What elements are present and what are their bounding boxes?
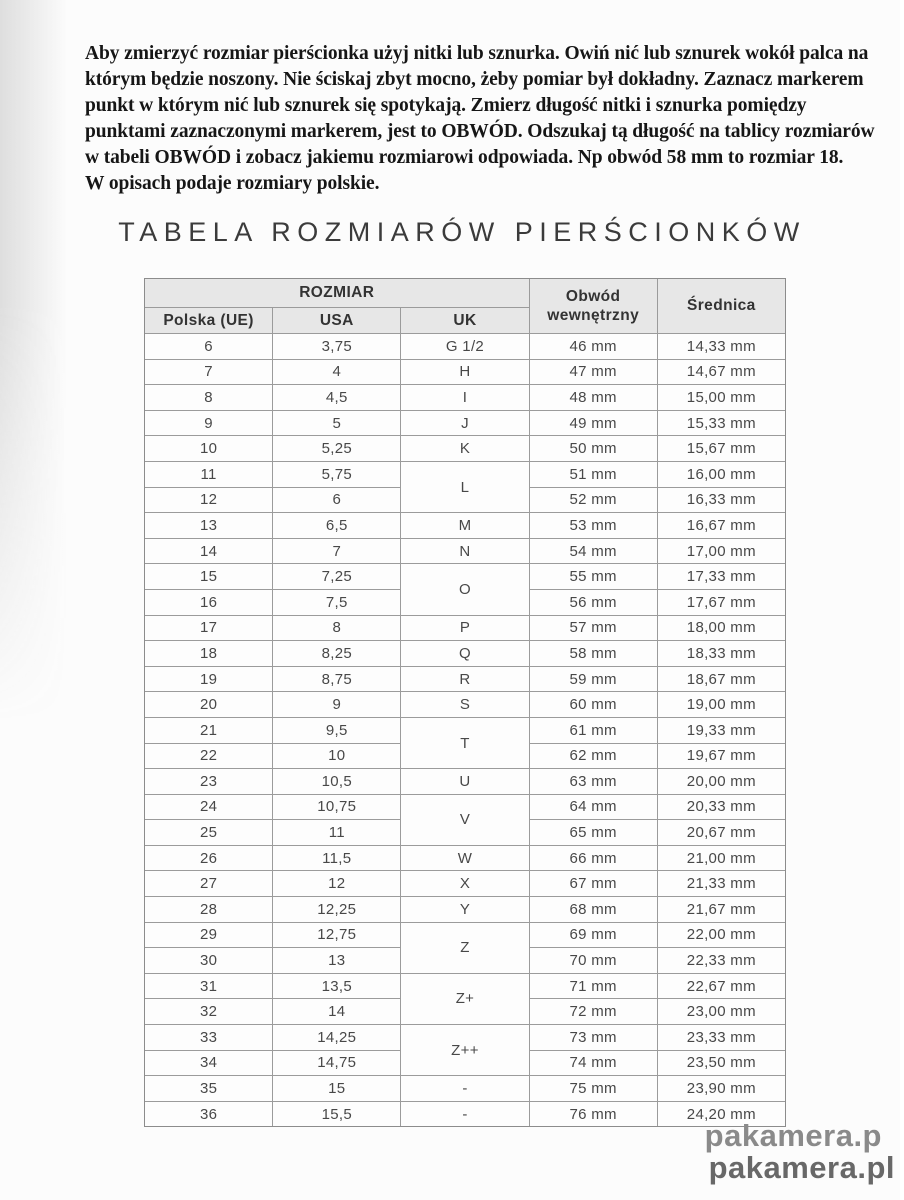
cell-polska: 14: [145, 538, 273, 564]
table-row: [145, 973, 786, 999]
cell-uk: Z+: [401, 973, 529, 1024]
cell-obwod: 50 mm: [529, 436, 657, 462]
cell-uk: G 1/2: [401, 334, 529, 360]
intro-line: punkt w którym nić lub sznurek się spotykają. Zmierz długość nitki i sznurka pomiędzy: [85, 95, 807, 116]
cell-usa: 4,5: [273, 385, 401, 411]
table-row: [145, 615, 786, 641]
cell-srednica: 21,00 mm: [657, 845, 785, 871]
cell-obwod: 71 mm: [529, 973, 657, 999]
cell-uk: N: [401, 538, 529, 564]
cell-obwod: 68 mm: [529, 897, 657, 923]
cell-obwod: 46 mm: [529, 334, 657, 360]
cell-polska: 26: [145, 845, 273, 871]
cell-usa: 13,5: [273, 973, 401, 999]
cell-srednica: 22,33 mm: [657, 948, 785, 974]
cell-uk: -: [401, 1101, 529, 1127]
cell-uk: J: [401, 410, 529, 436]
cell-polska: 27: [145, 871, 273, 897]
cell-uk: X: [401, 871, 529, 897]
cell-polska: 7: [145, 359, 273, 385]
scan-edge-shade: [0, 0, 80, 760]
cell-usa: 9,5: [273, 717, 401, 743]
header-srednica: Średnica: [657, 279, 785, 334]
table-row: [145, 1076, 786, 1102]
cell-obwod: 63 mm: [529, 769, 657, 795]
cell-polska: 18: [145, 641, 273, 667]
watermark: pakamera.pl: [708, 1150, 895, 1185]
cell-polska: 10: [145, 436, 273, 462]
cell-srednica: 16,00 mm: [657, 461, 785, 487]
cell-obwod: 60 mm: [529, 692, 657, 718]
cell-srednica: 17,67 mm: [657, 589, 785, 615]
cell-polska: 13: [145, 513, 273, 539]
cell-obwod: 70 mm: [529, 948, 657, 974]
cell-obwod: 72 mm: [529, 999, 657, 1025]
cell-usa: 4: [273, 359, 401, 385]
cell-usa: 11: [273, 820, 401, 846]
cell-uk: Z: [401, 922, 529, 973]
cell-srednica: 23,33 mm: [657, 1025, 785, 1051]
cell-srednica: 24,20 mm: [657, 1101, 785, 1127]
cell-polska: 12: [145, 487, 273, 513]
cell-usa: 12,75: [273, 922, 401, 948]
cell-polska: 34: [145, 1050, 273, 1076]
cell-srednica: 16,67 mm: [657, 513, 785, 539]
cell-usa: 10,5: [273, 769, 401, 795]
cell-polska: 23: [145, 769, 273, 795]
cell-usa: 14,25: [273, 1025, 401, 1051]
cell-usa: 6: [273, 487, 401, 513]
cell-obwod: 67 mm: [529, 871, 657, 897]
cell-polska: 32: [145, 999, 273, 1025]
cell-polska: 8: [145, 385, 273, 411]
cell-uk: H: [401, 359, 529, 385]
cell-srednica: 17,00 mm: [657, 538, 785, 564]
cell-obwod: 75 mm: [529, 1076, 657, 1102]
cell-uk: R: [401, 666, 529, 692]
cell-uk: S: [401, 692, 529, 718]
cell-obwod: 64 mm: [529, 794, 657, 820]
header-group-row: [145, 279, 786, 308]
cell-obwod: 59 mm: [529, 666, 657, 692]
header-rozmiar-group: ROZMIAR: [145, 279, 530, 308]
cell-uk: K: [401, 436, 529, 462]
cell-srednica: 15,33 mm: [657, 410, 785, 436]
cell-polska: 17: [145, 615, 273, 641]
cell-usa: 11,5: [273, 845, 401, 871]
cell-uk: U: [401, 769, 529, 795]
cell-srednica: 14,33 mm: [657, 334, 785, 360]
cell-usa: 8,75: [273, 666, 401, 692]
cell-uk: Q: [401, 641, 529, 667]
cell-usa: 12: [273, 871, 401, 897]
cell-obwod: 51 mm: [529, 461, 657, 487]
cell-obwod: 76 mm: [529, 1101, 657, 1127]
cell-obwod: 49 mm: [529, 410, 657, 436]
cell-srednica: 20,33 mm: [657, 794, 785, 820]
cell-uk: Z++: [401, 1025, 529, 1076]
cell-srednica: 18,67 mm: [657, 666, 785, 692]
cell-usa: 10,75: [273, 794, 401, 820]
cell-usa: 9: [273, 692, 401, 718]
intro-line: którym będzie noszony. Nie ściskaj zbyt mocno, żeby pomiar był dokładny. Zaznacz markerem: [85, 69, 864, 90]
table-title: TABELA ROZMIARÓW PIERŚCIONKÓW: [118, 217, 806, 247]
cell-obwod: 58 mm: [529, 641, 657, 667]
table-row: [145, 385, 786, 411]
table-row: [145, 769, 786, 795]
cell-usa: 8: [273, 615, 401, 641]
cell-usa: 5,75: [273, 461, 401, 487]
cell-usa: 5: [273, 410, 401, 436]
cell-srednica: 15,00 mm: [657, 385, 785, 411]
intro-paragraph: [85, 41, 885, 197]
cell-srednica: 21,67 mm: [657, 897, 785, 923]
cell-obwod: 62 mm: [529, 743, 657, 769]
cell-usa: 7,25: [273, 564, 401, 590]
cell-uk: -: [401, 1076, 529, 1102]
cell-usa: 3,75: [273, 334, 401, 360]
cell-obwod: 69 mm: [529, 922, 657, 948]
table-row: [145, 334, 786, 360]
ring-size-table: [144, 278, 786, 1127]
cell-polska: 30: [145, 948, 273, 974]
cell-srednica: 23,50 mm: [657, 1050, 785, 1076]
cell-srednica: 21,33 mm: [657, 871, 785, 897]
table-row: [145, 564, 786, 590]
cell-usa: 6,5: [273, 513, 401, 539]
cell-uk: L: [401, 461, 529, 512]
cell-usa: 10: [273, 743, 401, 769]
header-polska: Polska (UE): [145, 308, 273, 334]
cell-obwod: 48 mm: [529, 385, 657, 411]
table-row: [145, 845, 786, 871]
table-row: [145, 922, 786, 948]
header-obwod: Obwód wewnętrzny: [529, 279, 657, 334]
table-row: [145, 410, 786, 436]
cell-obwod: 73 mm: [529, 1025, 657, 1051]
cell-srednica: 14,67 mm: [657, 359, 785, 385]
watermark-partial-text: pakamera.p: [704, 1118, 882, 1153]
cell-srednica: 18,00 mm: [657, 615, 785, 641]
cell-uk: I: [401, 385, 529, 411]
cell-srednica: 22,00 mm: [657, 922, 785, 948]
cell-obwod: 56 mm: [529, 589, 657, 615]
cell-polska: 20: [145, 692, 273, 718]
cell-obwod: 52 mm: [529, 487, 657, 513]
cell-obwod: 55 mm: [529, 564, 657, 590]
table-row: [145, 461, 786, 487]
cell-srednica: 23,90 mm: [657, 1076, 785, 1102]
cell-usa: 15: [273, 1076, 401, 1102]
cell-usa: 14: [273, 999, 401, 1025]
table-row: [145, 513, 786, 539]
header-uk: UK: [401, 308, 529, 334]
cell-uk: Y: [401, 897, 529, 923]
cell-srednica: 15,67 mm: [657, 436, 785, 462]
cell-polska: 36: [145, 1101, 273, 1127]
table-header: [145, 279, 786, 334]
cell-obwod: 74 mm: [529, 1050, 657, 1076]
table-row: [145, 717, 786, 743]
cell-polska: 24: [145, 794, 273, 820]
cell-usa: 8,25: [273, 641, 401, 667]
cell-usa: 15,5: [273, 1101, 401, 1127]
cell-usa: 7,5: [273, 589, 401, 615]
cell-srednica: 19,33 mm: [657, 717, 785, 743]
cell-uk: W: [401, 845, 529, 871]
cell-obwod: 54 mm: [529, 538, 657, 564]
table-row: [145, 359, 786, 385]
cell-srednica: 22,67 mm: [657, 973, 785, 999]
cell-usa: 5,25: [273, 436, 401, 462]
cell-srednica: 19,67 mm: [657, 743, 785, 769]
cell-uk: M: [401, 513, 529, 539]
cell-usa: 14,75: [273, 1050, 401, 1076]
cell-uk: V: [401, 794, 529, 845]
table-row: [145, 692, 786, 718]
header-usa: USA: [273, 308, 401, 334]
cell-usa: 7: [273, 538, 401, 564]
cell-polska: 21: [145, 717, 273, 743]
cell-polska: 31: [145, 973, 273, 999]
intro-line: punktami zaznaczonymi markerem, jest to OBWÓD. Odszukaj tą długość na tablicy rozmiarów: [85, 121, 875, 142]
cell-obwod: 61 mm: [529, 717, 657, 743]
table-row: [145, 666, 786, 692]
cell-uk: O: [401, 564, 529, 615]
cell-obwod: 65 mm: [529, 820, 657, 846]
table-row: [145, 871, 786, 897]
cell-obwod: 47 mm: [529, 359, 657, 385]
cell-obwod: 53 mm: [529, 513, 657, 539]
cell-polska: 33: [145, 1025, 273, 1051]
cell-polska: 35: [145, 1076, 273, 1102]
intro-line: W opisach podaje rozmiary polskie.: [85, 173, 380, 194]
table-row: [145, 897, 786, 923]
cell-usa: 13: [273, 948, 401, 974]
table-row: [145, 538, 786, 564]
table-row: [145, 794, 786, 820]
cell-srednica: 16,33 mm: [657, 487, 785, 513]
cell-polska: 6: [145, 334, 273, 360]
cell-polska: 16: [145, 589, 273, 615]
cell-usa: 12,25: [273, 897, 401, 923]
table-row: [145, 436, 786, 462]
cell-uk: T: [401, 717, 529, 768]
cell-srednica: 23,00 mm: [657, 999, 785, 1025]
cell-polska: 22: [145, 743, 273, 769]
cell-srednica: 20,67 mm: [657, 820, 785, 846]
size-table-body: [145, 334, 786, 1127]
cell-srednica: 20,00 mm: [657, 769, 785, 795]
cell-polska: 19: [145, 666, 273, 692]
cell-uk: P: [401, 615, 529, 641]
intro-line: w tabeli OBWÓD i zobacz jakiemu rozmiarowi odpowiada. Np obwód 58 mm to rozmiar 18.: [85, 147, 844, 168]
cell-srednica: 17,33 mm: [657, 564, 785, 590]
table-row: [145, 641, 786, 667]
intro-line: Aby zmierzyć rozmiar pierścionka użyj nitki lub sznurka. Owiń nić lub sznurek wokół palca na: [85, 43, 869, 64]
table-row: [145, 1025, 786, 1051]
cell-polska: 25: [145, 820, 273, 846]
table-row: [145, 1101, 786, 1127]
cell-polska: 28: [145, 897, 273, 923]
cell-obwod: 57 mm: [529, 615, 657, 641]
cell-srednica: 19,00 mm: [657, 692, 785, 718]
cell-polska: 11: [145, 461, 273, 487]
cell-polska: 9: [145, 410, 273, 436]
cell-polska: 15: [145, 564, 273, 590]
cell-obwod: 66 mm: [529, 845, 657, 871]
cell-polska: 29: [145, 922, 273, 948]
cell-srednica: 18,33 mm: [657, 641, 785, 667]
